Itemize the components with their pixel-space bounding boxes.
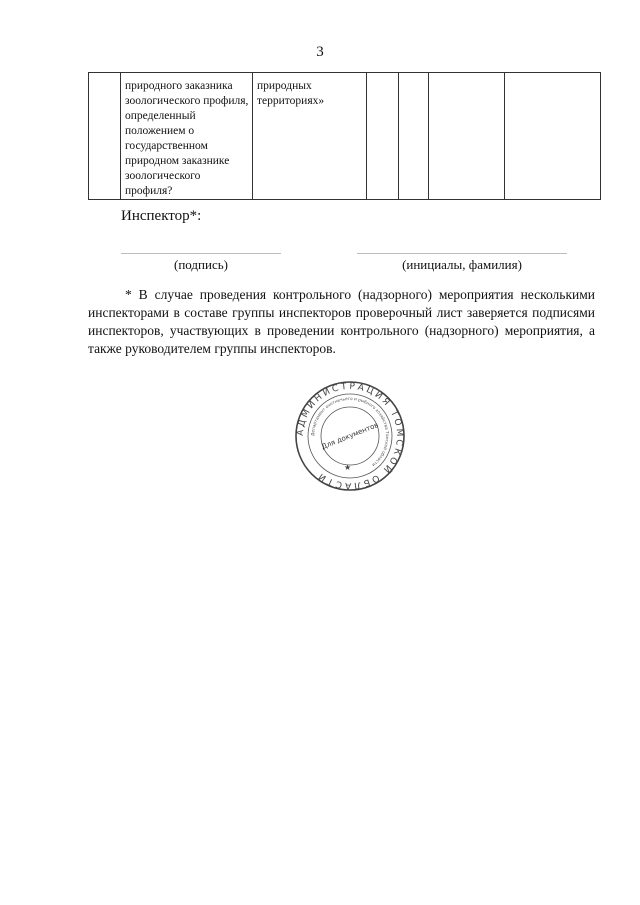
page-number: 3 <box>316 44 324 60</box>
inspector-label: Инспектор*: <box>121 208 202 224</box>
table-cell-no <box>399 73 429 200</box>
table-cell-not-applicable <box>429 73 505 200</box>
stamp-inner-text: Департамент охотничьего и рыбного хозяйства Томской области <box>309 395 391 468</box>
table-cell-yes <box>367 73 399 200</box>
table-cell-legal-reference: природных территориях» <box>253 73 367 200</box>
table-cell-number <box>89 73 121 200</box>
signature-caption: (подпись) <box>174 257 228 272</box>
table-row <box>89 73 601 200</box>
name-line <box>357 253 567 254</box>
star-icon: ★ <box>344 463 352 472</box>
footnote: * В случае проведения контрольного (надзорного) мероприятия несколькими инспекторами в составе группы инспекторов проверочный лист заверяется подписями инспекторов, участвующих в проведении контрольного (надзорного) мероприятия, а также руководителем группы инспекторов. <box>88 287 595 356</box>
checklist-table <box>88 72 601 200</box>
table-cell-question: природного заказника зоологического профиля, определенный положением о государственном природном заказнике зоологического профиля? <box>121 73 253 200</box>
stamp-center-text: Для документов <box>320 420 380 452</box>
name-caption: (инициалы, фамилия) <box>402 257 522 272</box>
stamp-outer-text: АДМИНИСТРАЦИЯ ТОМСКОЙ ОБЛАСТИ <box>295 381 405 491</box>
table-cell-note <box>505 73 601 200</box>
signature-line <box>121 253 281 254</box>
official-stamp <box>294 380 406 492</box>
